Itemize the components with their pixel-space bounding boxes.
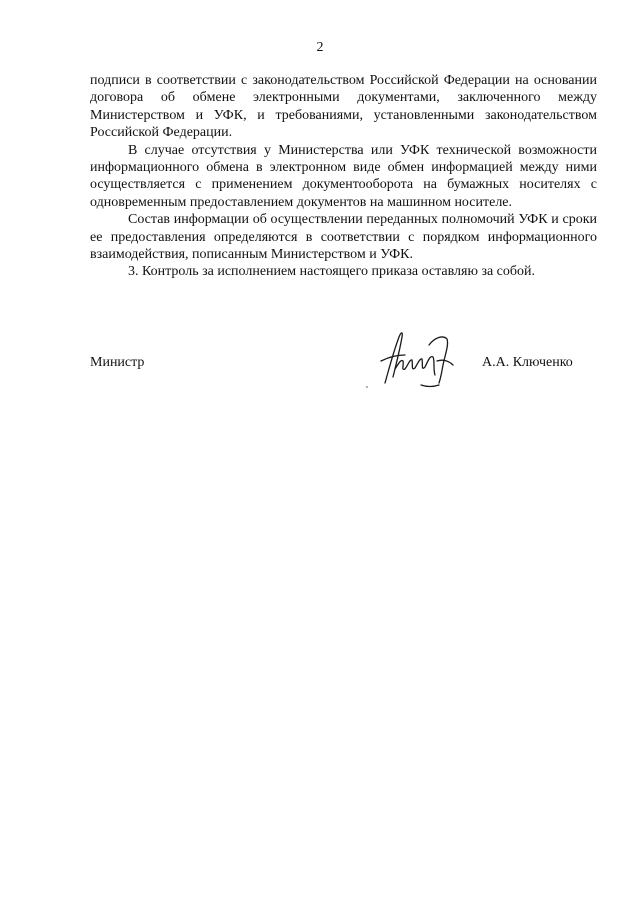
signer-title: Министр xyxy=(90,355,145,370)
signer-name: А.А. Ключенко xyxy=(482,355,573,370)
page-number: 2 xyxy=(316,40,324,55)
document-body xyxy=(90,72,597,281)
paragraph: подписи в соответствии с законодательством Российской Федерации на основании договора об обмене электронными документами, заключенного между Министерством и УФК, и требованиями, установленными законодательством Российской Федерации. xyxy=(90,73,597,141)
paragraph: В случае отсутствия у Министерства или УФК технической возможности информационного обмена в электронном виде обмен информацией между ними осуществляется с применением документооборота на бумажных носителях с одновременным предоставлением документов на машинном носителе. xyxy=(90,142,597,210)
handwritten-signature xyxy=(355,325,465,395)
paragraph: 3. Контроль за исполнением настоящего приказа оставляю за собой. xyxy=(128,264,536,280)
paragraph: Состав информации об осуществлении переданных полномочий УФК и сроки ее предоставления определяются в соответствии с порядком информационного взаимодействия, пописанным Министерством и УФК. xyxy=(90,212,597,263)
